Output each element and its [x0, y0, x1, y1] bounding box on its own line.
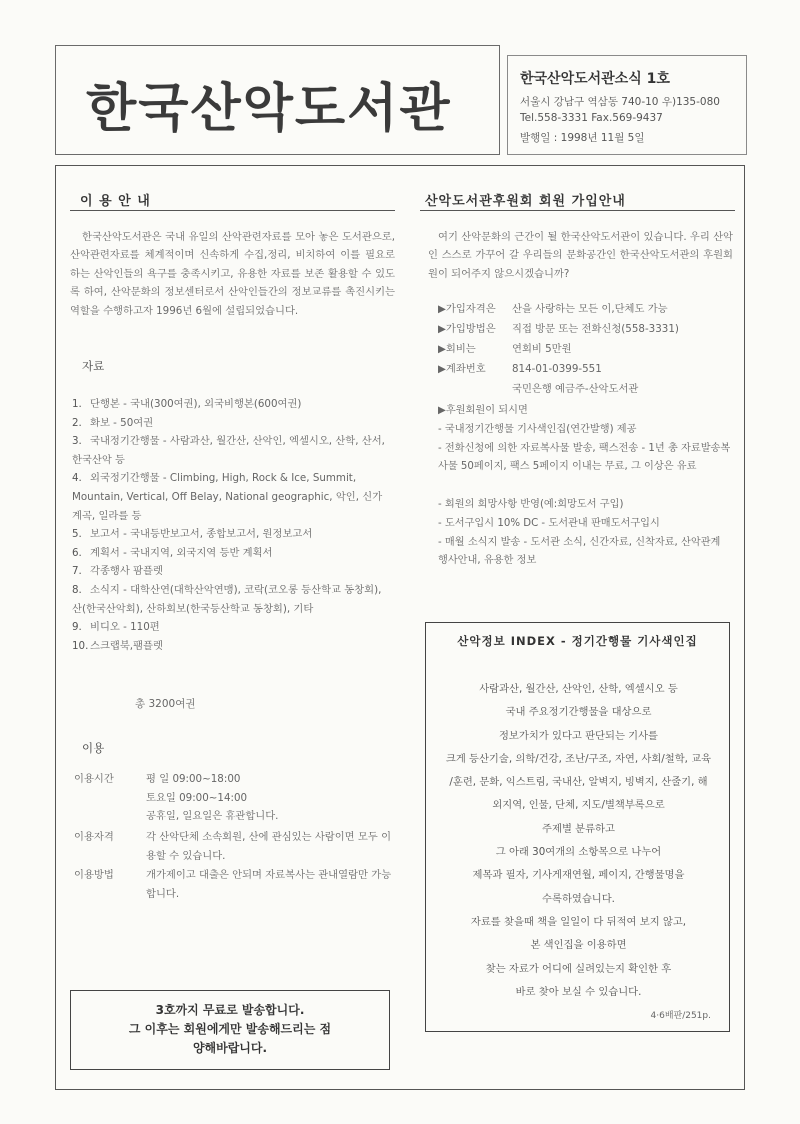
notice-line-2: 그 이후는 회원에게만 발송해드리는 점 [128, 1022, 332, 1036]
index-line: 제목과 필자, 기사게재연월, 페이지, 간행물명을 [472, 869, 685, 882]
materials-item-text: 비디오 - 110편 [90, 621, 160, 634]
materials-item-number: 10. [72, 639, 89, 652]
materials-item [72, 525, 392, 544]
notice-line-3: 양해바랍니다. [192, 1041, 268, 1055]
membership-intro: 여기 산악문화의 근간이 될 한국산악도서관이 있습니다. 우리 산악인 스스로 가꾸어 갈 우리들의 문화공간인 한국산악도서관의 후원회원이 되어주지 않으시겠습니까? [428, 231, 733, 280]
left-heading-rule [70, 210, 395, 211]
index-title: 산악정보 INDEX - 정기간행물 기사색인집 [457, 634, 698, 648]
benefit-index-book: - 국내정기간행물 기사색인집(연간발행) 제공 [438, 424, 637, 435]
benefit-newsletter: - 매월 소식지 발송 - 도서관 소식, 신간자료, 신착자료, 산악관계 행사안내, 유용한 정보 [438, 537, 721, 567]
usage-method-text: 개가제이고 대출은 안되며 자료복사는 관내열람만 가능합니다. [146, 869, 392, 900]
index-line: 본 색인집을 이용하면 [530, 939, 627, 952]
materials-item [72, 469, 392, 525]
issue-info-box [507, 55, 747, 155]
usage-hours [74, 770, 392, 830]
index-line: 그 아래 30여개의 소항목으로 나누어 [495, 846, 662, 859]
materials-item-text: 화보 - 50여권 [90, 416, 154, 429]
materials-item-number: 8. [72, 583, 82, 596]
index-line: 수록하였습니다. [542, 892, 615, 905]
index-line: 정보가치가 있다고 판단되는 기사를 [498, 729, 659, 742]
index-line: 국내 주요정기간행물을 대상으로 [505, 706, 652, 719]
index-line: 크게 등산기술, 의학/건강, 조난/구조, 자연, 사회/철학, 교육 [445, 752, 712, 765]
masthead [55, 45, 500, 155]
usage-heading: 이용 [82, 741, 105, 755]
materials-total: 총 3200여권 [135, 698, 196, 710]
materials-item-number: 7. [72, 565, 82, 578]
materials-item-number: 6. [72, 546, 82, 559]
materials-item [72, 432, 392, 469]
index-line: 외지역, 인물, 단체, 지도/별책부록으로 [492, 799, 665, 812]
materials-item [72, 618, 392, 637]
publish-date: 발행일 : 1998년 11월 5일 [520, 132, 645, 144]
materials-item [72, 581, 392, 618]
notice-box [70, 990, 390, 1070]
usage-hours-holiday: 공휴일, 일요일은 휴관합니다. [146, 810, 279, 823]
materials-item-number: 9. [72, 621, 82, 634]
index-line: /훈련, 문화, 익스트림, 국내산, 알벽지, 빙벽지, 산줄기, 해 [449, 776, 708, 789]
usage-hours-label: 이용시간 [74, 773, 114, 785]
materials-list [72, 395, 392, 655]
materials-item-text: 소식지 - 대학산연(대학산악연맹), 코락(코오롱 등산학교 동창회), 산(한국산악회), 산하회보(한국등산학교 동창회), 기타 [72, 583, 382, 615]
usage-hours-saturday: 토요일 09:00~14:00 [146, 791, 248, 804]
materials-item-text: 보고서 - 국내등반보고서, 종합보고서, 원정보고서 [90, 528, 313, 541]
usage-method-label: 이용방법 [74, 869, 114, 881]
masthead-title: 한국산악도서관 [86, 78, 452, 139]
membership-heading: 산악도서관후원회 회원 가입안내 [425, 194, 626, 209]
materials-item [72, 562, 392, 581]
materials-item-text: 외국정기간행물 - Climbing, High, Rock & Ice, Summit, Mountain, Vertical, Off Belay, National geographic, 악인, 신가계곡, 일라를 등 [72, 472, 383, 522]
benefits-heading: ▶후원회원이 되시면 [438, 405, 528, 416]
index-line: 주제별 분류하고 [542, 822, 615, 835]
library-intro: 한국산악도서관은 국내 유일의 산악관련자료를 모아 놓은 도서관으로, 산악관련자료를 체계적이며 신속하게 수집,정리, 비치하여 이를 필요로 하는 산악인들의 욕구를 충족시키고, 유용한 자료를 보존 활용할 수 있도록 하여, 산악문화의 정보센터로서 산악인들간의 정보교류를 촉진시키는 역할을 수행하고자 1996년 6월에 설립되었습니다. [70, 231, 395, 317]
materials-item-number: 4. [72, 472, 82, 485]
address: 서울시 강남구 역삼동 740-10 우)135-080 [520, 96, 720, 108]
index-box [425, 622, 730, 1032]
right-heading-rule [420, 210, 735, 211]
materials-item-text: 단행본 - 국내(300여권), 외국비행본(600여권) [90, 398, 302, 410]
phone-fax: Tel.558-3331 Fax.569-9437 [520, 112, 663, 124]
materials-item-number: 3. [72, 435, 82, 448]
materials-item [72, 395, 392, 414]
index-line: 자료를 찾을때 책을 일일이 다 뒤적여 보지 않고, [470, 915, 687, 928]
notice-line-1: 3호까지 무료로 발송합니다. [155, 1003, 305, 1017]
index-line: 사람과산, 월간산, 산악인, 산학, 엑셀시오 등 [479, 683, 678, 695]
index-line: 바로 찾아 보실 수 있습니다. [515, 985, 642, 998]
benefit-discount: - 도서구입시 10% DC - 도서관내 판매도서구입시 [438, 518, 660, 529]
usage-method [74, 866, 392, 906]
benefit-wishes: - 회원의 희망사항 반영(예:희망도서 구입) [438, 499, 624, 510]
materials-item-text: 각종행사 팜플렛 [90, 565, 163, 578]
materials-item-number: 5. [72, 528, 82, 541]
usage-eligibility [74, 828, 392, 868]
materials-item-number: 1. [72, 398, 82, 410]
index-format-note: 4·6배판/251p. [650, 1011, 711, 1021]
usage-eligibility-text: 각 산악단체 소속회원, 산에 관심있는 사람이면 모두 이용할 수 있습니다. [146, 831, 392, 862]
index-description [436, 678, 721, 1004]
materials-item-text: 스크랩북,팸플렛 [90, 639, 163, 652]
materials-item-number: 2. [72, 416, 82, 429]
usage-guide-heading: 이 용 안 내 [80, 194, 151, 209]
materials-item [72, 637, 392, 656]
materials-item [72, 544, 392, 563]
materials-item-text: 국내정기간행물 - 사람과산, 월간산, 산악인, 엑셀시오, 산학, 산서, 한국산악 등 [72, 435, 385, 466]
materials-item [72, 414, 392, 433]
materials-heading: 자료 [82, 359, 105, 373]
usage-hours-weekday: 평 일 09:00~18:00 [146, 773, 241, 785]
benefit-copy-service: - 전화신청에 의한 자료복사물 발송, 팩스전송 - 1년 총 자료발송복사물 50페이지, 팩스 5페이지 이내는 무료, 그 이상은 유료 [438, 443, 731, 473]
materials-item-text: 계획서 - 국내지역, 외국지역 등반 계획서 [90, 546, 273, 559]
usage-eligibility-label: 이용자격 [74, 831, 114, 843]
index-line: 찾는 자료가 어디에 실려있는지 확인한 후 [485, 962, 672, 975]
issue-title: 한국산악도서관소식 1호 [520, 71, 670, 87]
